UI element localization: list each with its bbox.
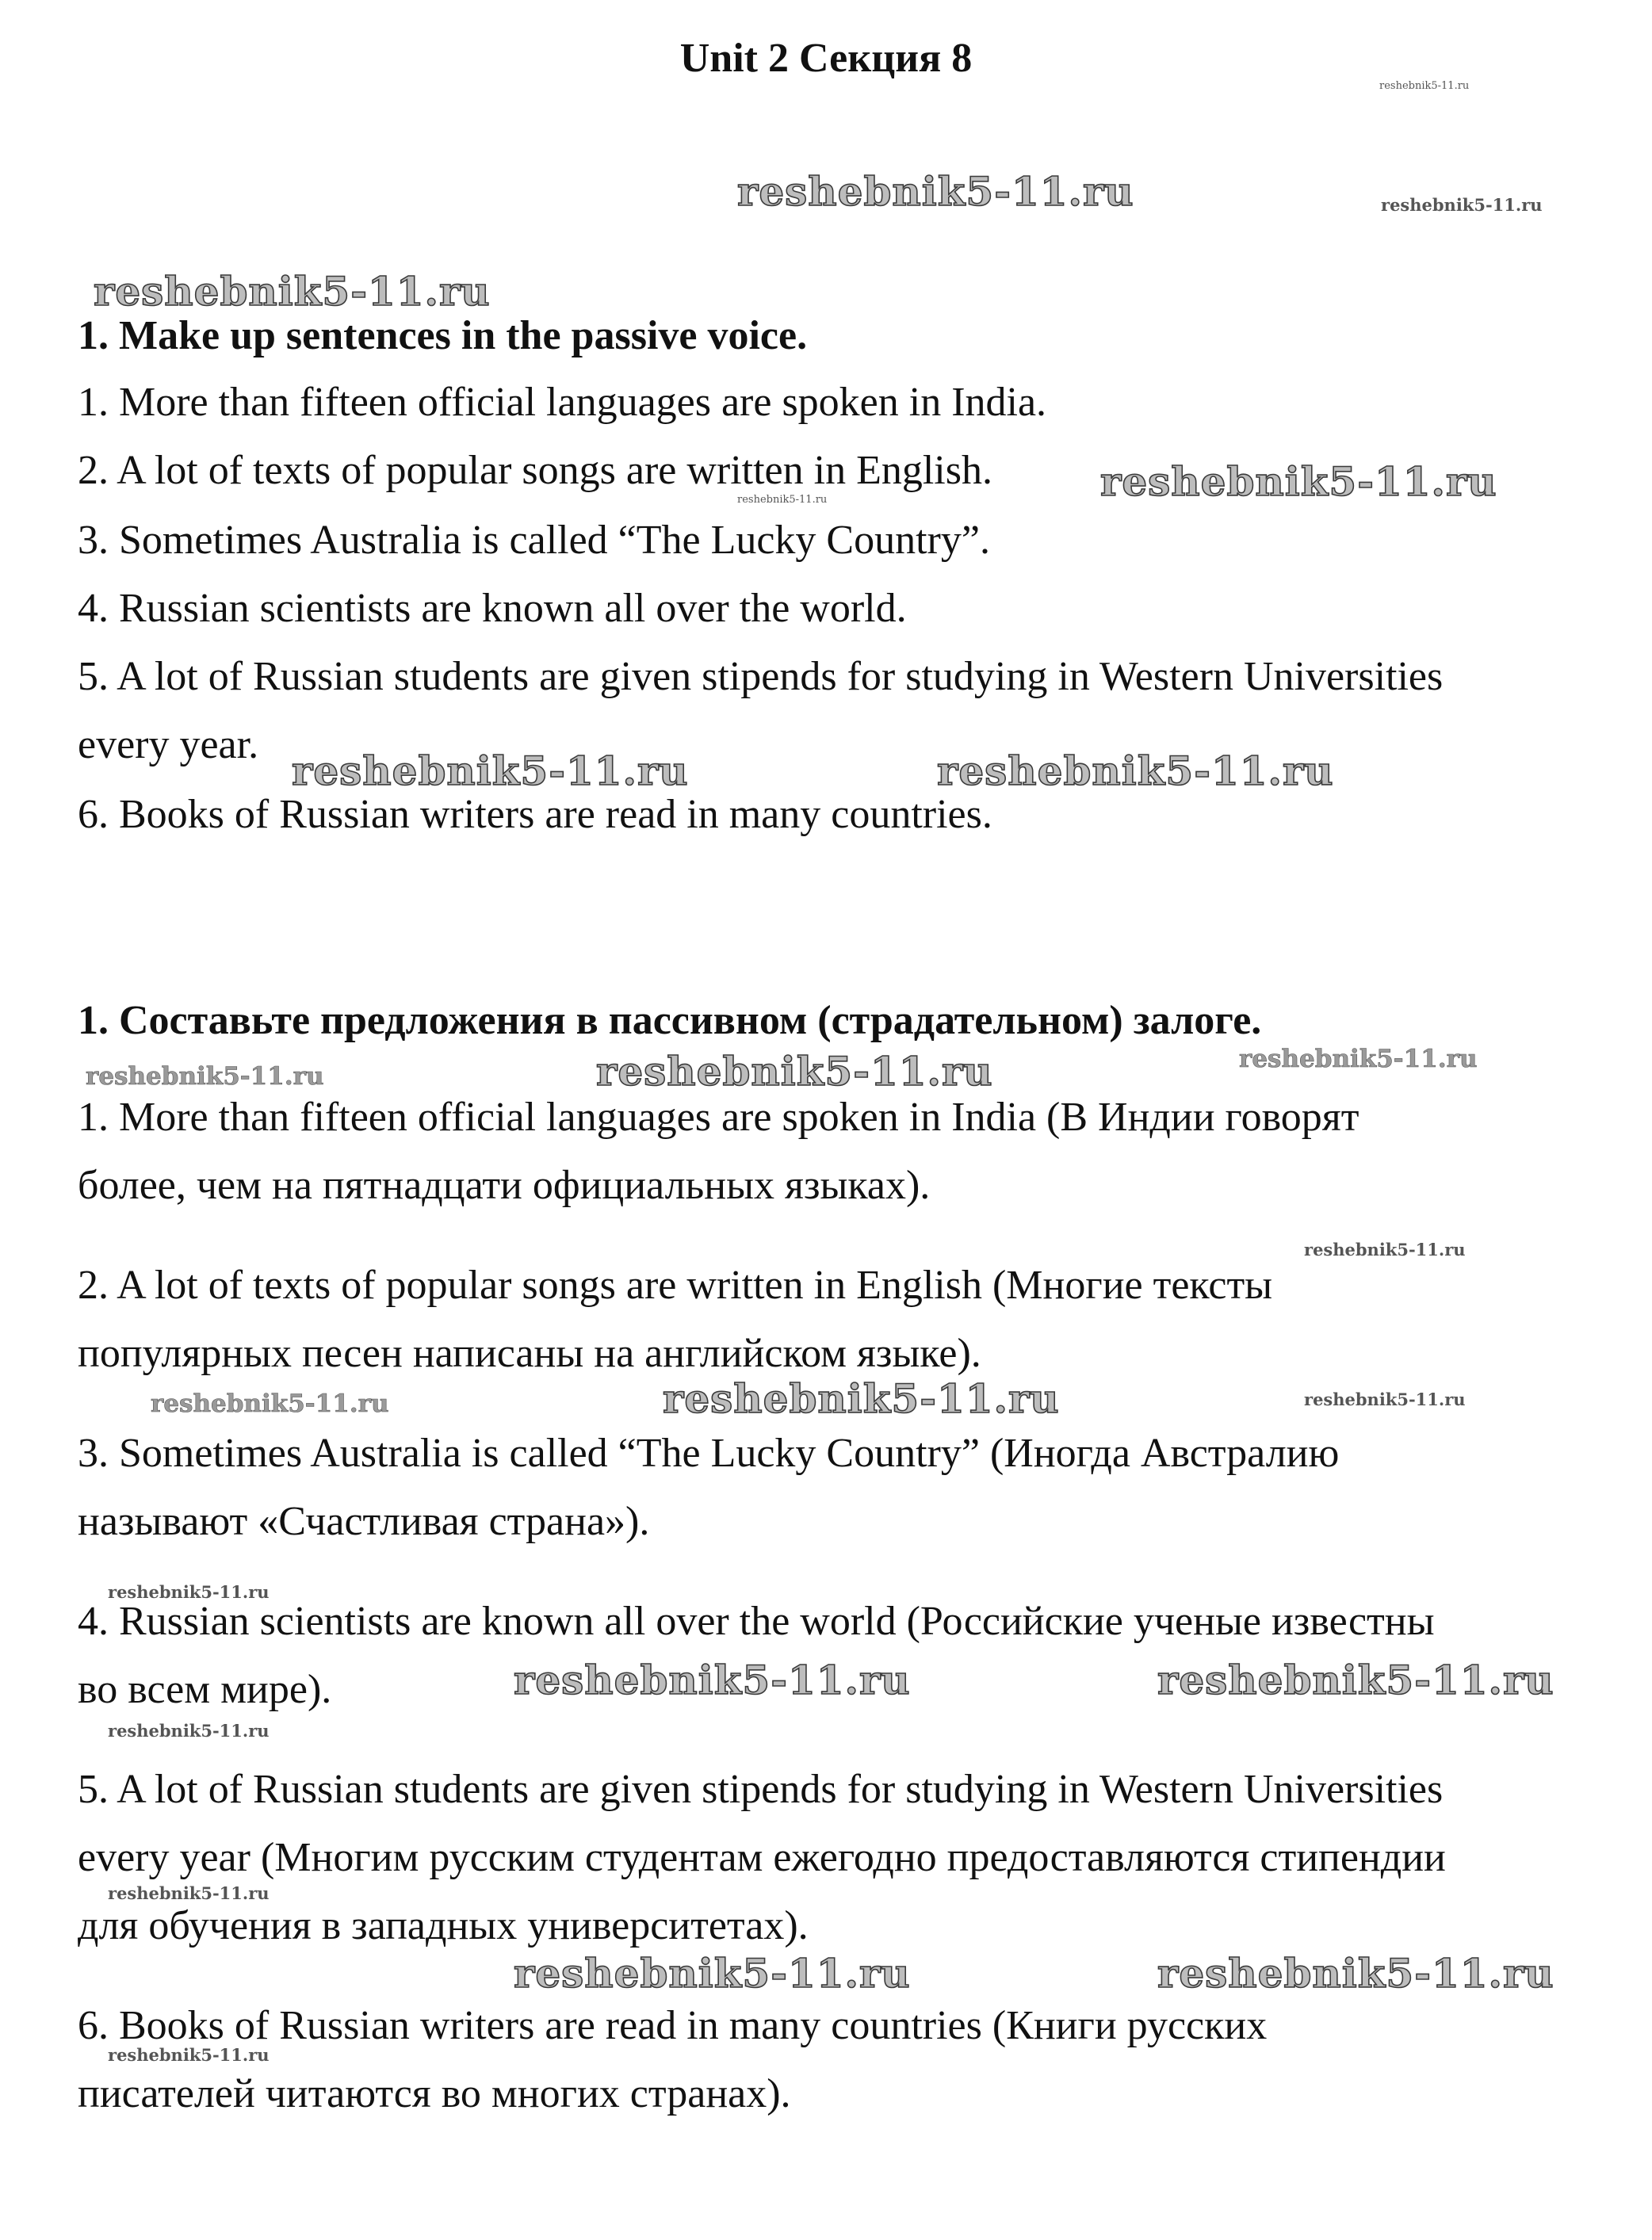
exercise-line: во всем мире). <box>78 1667 332 1712</box>
exercise-line: более, чем на пятнадцати официальных языках). <box>78 1163 931 1208</box>
exercise-heading-ru: 1. Составьте предложения в пассивном (страдательном) залоге. <box>78 998 1262 1043</box>
watermark: reshebnik5-11.ru <box>1239 1045 1478 1073</box>
watermark: reshebnik5-11.ru <box>663 1375 1060 1422</box>
watermark: reshebnik5-11.ru <box>94 268 491 315</box>
exercise-line: 1. More than fifteen official languages are spoken in India. <box>78 380 1047 425</box>
exercise-line: 3. Sometimes Australia is called “The Lucky Country” (Иногда Австралию <box>78 1431 1340 1476</box>
exercise-line: 6. Books of Russian writers are read in many countries (Книги русских <box>78 2003 1268 2048</box>
exercise-line: называют «Счастливая страна»). <box>78 1499 650 1544</box>
watermark: reshebnik5-11.ru <box>108 1721 270 1741</box>
exercise-line: 2. A lot of texts of popular songs are written in English (Многие тексты <box>78 1263 1273 1308</box>
watermark: reshebnik5-11.ru <box>292 747 689 794</box>
watermark: reshebnik5-11.ru <box>596 1048 993 1095</box>
watermark: reshebnik5-11.ru <box>737 494 828 506</box>
watermark: reshebnik5-11.ru <box>1157 1657 1554 1703</box>
exercise-line: 4. Russian scientists are known all over the world (Российские ученые известны <box>78 1599 1435 1644</box>
exercise-line: популярных песен написаны на английском языке). <box>78 1331 981 1376</box>
watermark: reshebnik5-11.ru <box>1304 1389 1466 1409</box>
exercise-line: 5. A lot of Russian students are given stipends for studying in Western Universities <box>78 654 1444 699</box>
watermark: reshebnik5-11.ru <box>514 1657 911 1703</box>
watermark: reshebnik5-11.ru <box>937 747 1334 794</box>
exercise-line: 6. Books of Russian writers are read in many countries. <box>78 792 992 837</box>
exercise-line: 1. More than fifteen official languages are spoken in India (В Индии говорят <box>78 1095 1359 1140</box>
watermark: reshebnik5-11.ru <box>86 1062 324 1091</box>
exercise-line: 2. A lot of texts of popular songs are written in English. <box>78 448 992 493</box>
exercise-line: для обучения в западных университетах). <box>78 1903 809 1948</box>
exercise-line: 4. Russian scientists are known all over the world. <box>78 586 907 631</box>
watermark: reshebnik5-11.ru <box>1379 80 1470 92</box>
exercise-line: 5. A lot of Russian students are given stipends for studying in Western Universities <box>78 1767 1444 1812</box>
exercise-heading-en: 1. Make up sentences in the passive voice. <box>78 313 808 358</box>
watermark: reshebnik5-11.ru <box>1157 1950 1554 1997</box>
exercise-line: писателей читаются во многих странах). <box>78 2071 791 2116</box>
watermark: reshebnik5-11.ru <box>1304 1240 1466 1260</box>
watermark: reshebnik5-11.ru <box>108 2045 270 2065</box>
exercise-line: 3. Sometimes Australia is called “The Lucky Country”. <box>78 518 990 563</box>
watermark: reshebnik5-11.ru <box>1381 195 1543 215</box>
watermark: reshebnik5-11.ru <box>151 1389 389 1418</box>
watermark: reshebnik5-11.ru <box>737 168 1134 215</box>
exercise-line: every year. <box>78 722 259 767</box>
watermark: reshebnik5-11.ru <box>514 1950 911 1997</box>
watermark: reshebnik5-11.ru <box>1100 458 1497 505</box>
watermark: reshebnik5-11.ru <box>108 1582 270 1602</box>
watermark: reshebnik5-11.ru <box>108 1883 270 1903</box>
exercise-line: every year (Многим русским студентам ежегодно предоставляются стипендии <box>78 1835 1446 1880</box>
page-title: Unit 2 Секция 8 <box>679 36 973 81</box>
